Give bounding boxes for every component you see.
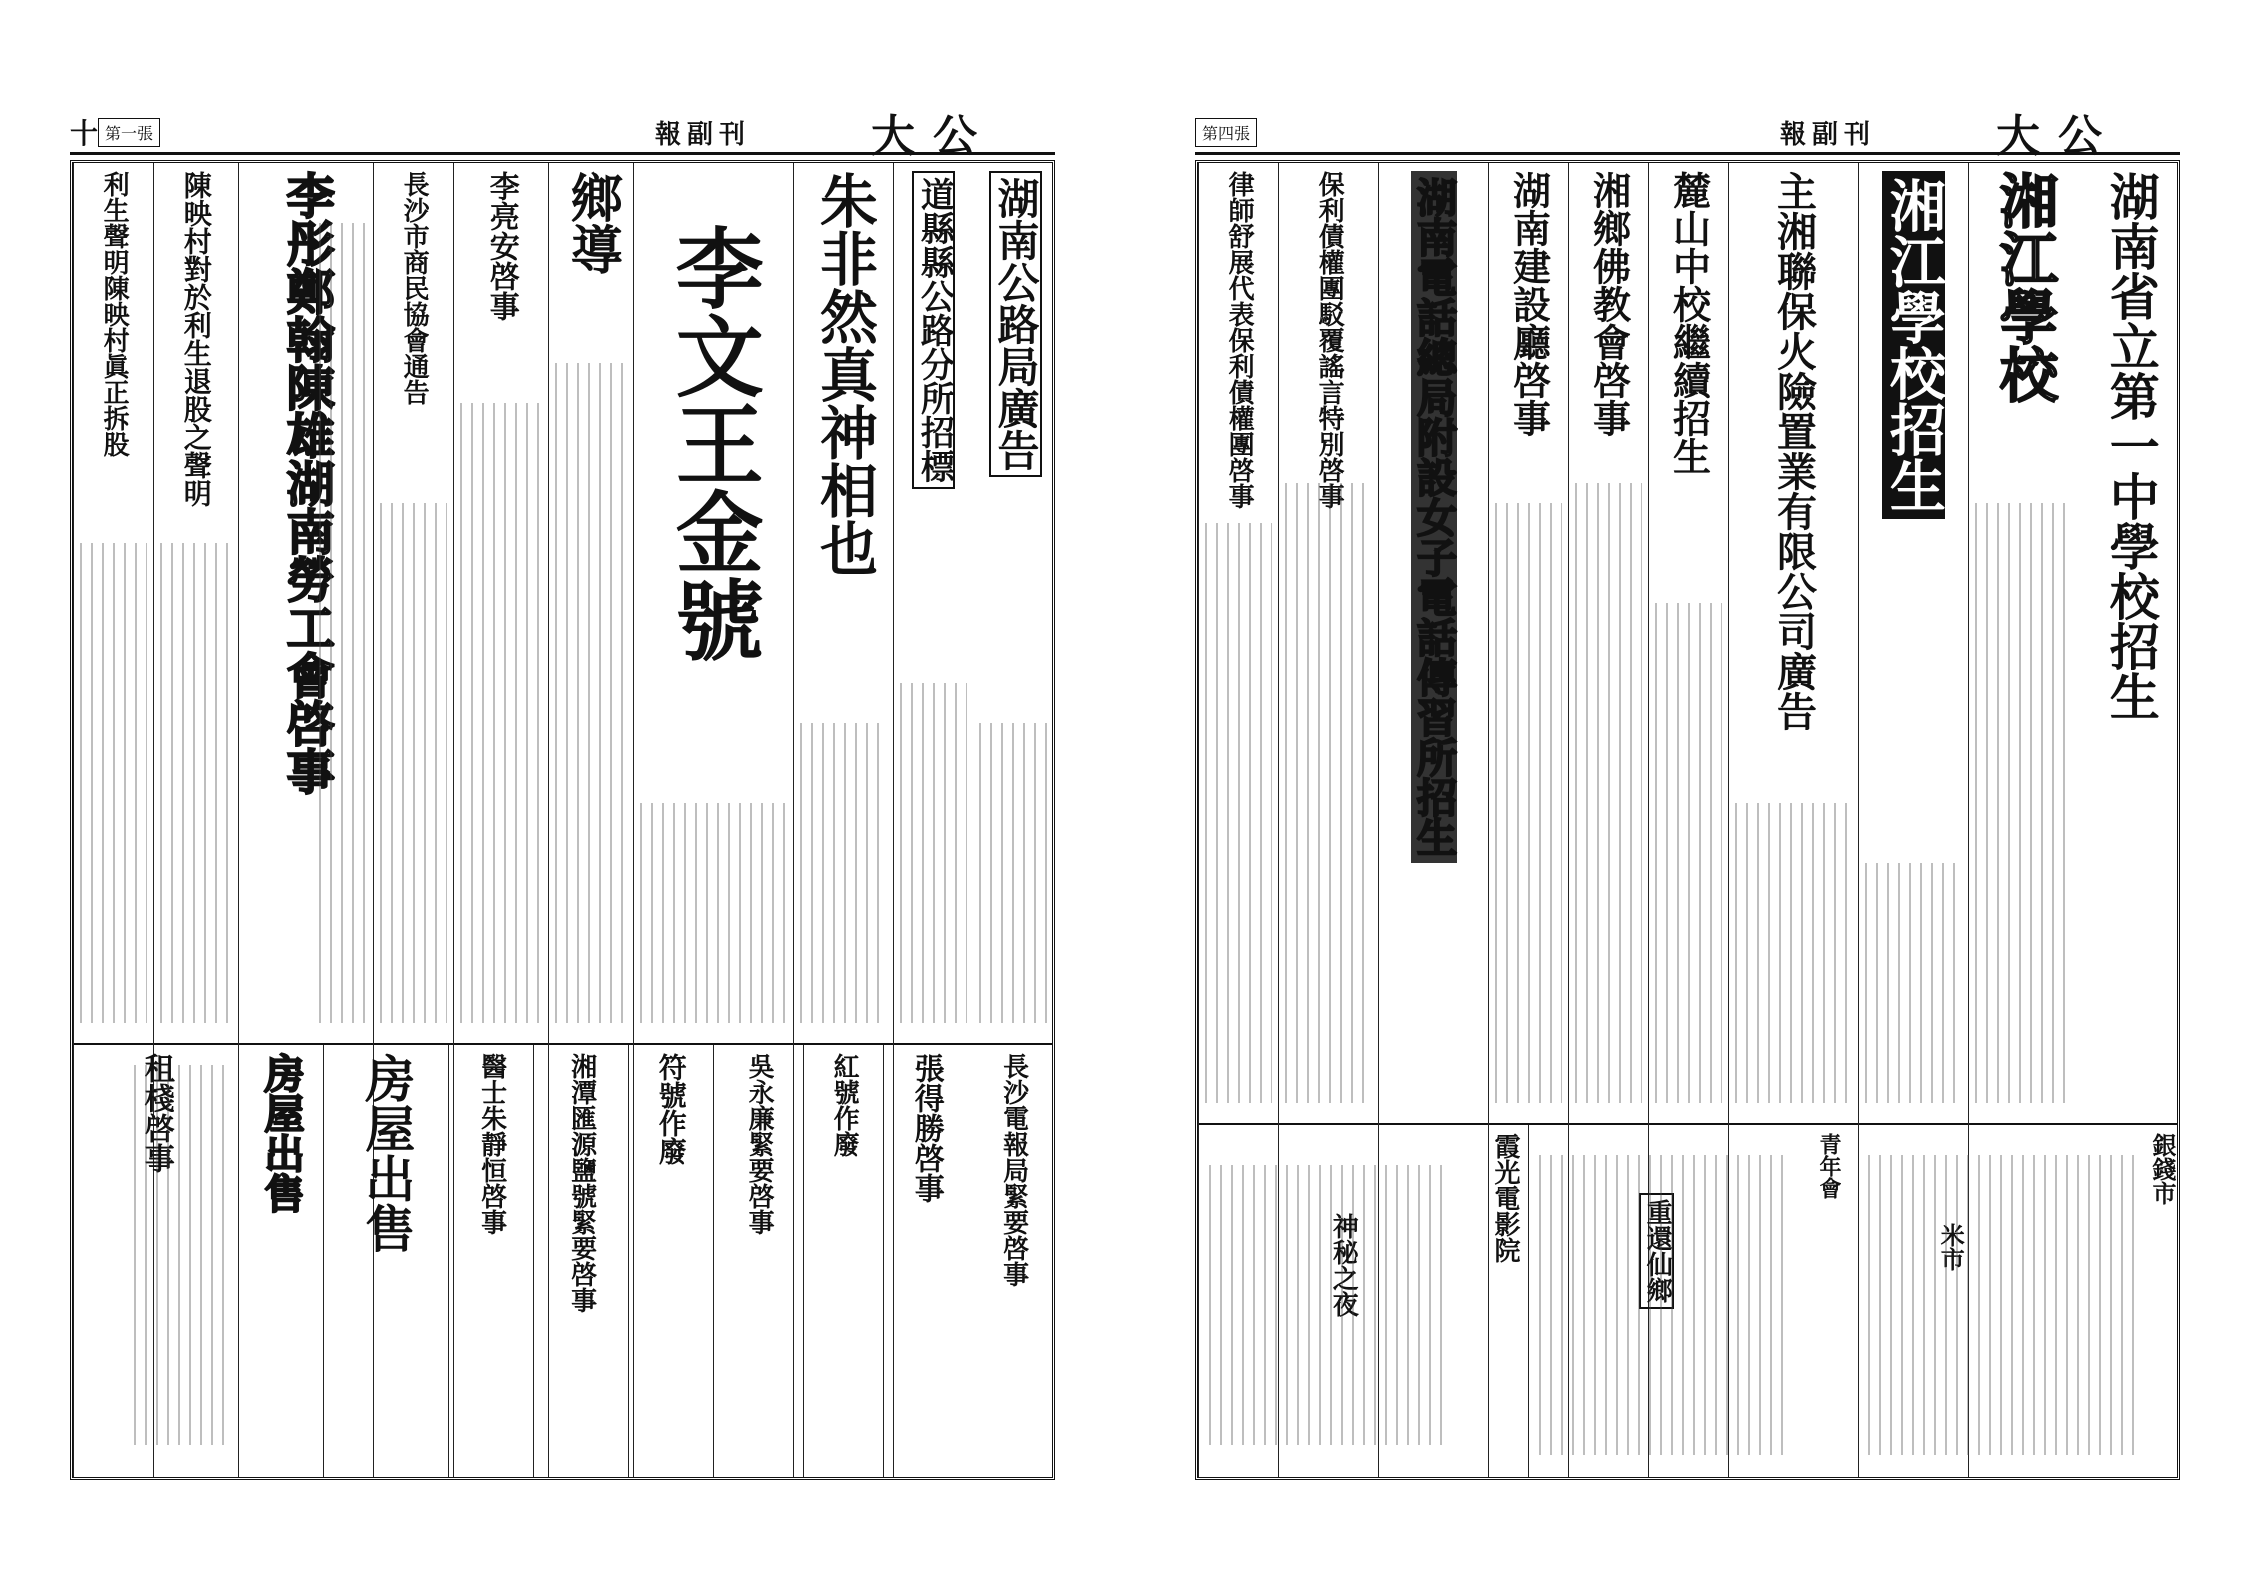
ad-title: 長沙市商民協會通告 (399, 171, 430, 405)
left-page-body (70, 160, 1055, 1480)
ad-title: 道縣縣公路分所招標 (912, 171, 956, 489)
cinema-listing (1198, 1125, 1528, 1477)
small-ad (323, 1045, 448, 1477)
left-page-header (70, 111, 1055, 162)
issue-number: 第一張 (98, 118, 160, 147)
cinema-title: 霞光電影院 (1490, 1133, 1520, 1263)
ad-title: 陳映村對於利生退股之聲明 (179, 171, 213, 507)
masthead-title: 大公 (1996, 111, 2120, 162)
small-ad (713, 1045, 803, 1477)
small-ad (73, 1045, 238, 1477)
market-prices (1848, 1125, 2183, 1477)
theatre-listing (1528, 1125, 1848, 1477)
ad-title: 湖南建設廳啓事 (1506, 171, 1552, 437)
ad-title: 湘潭匯源鹽號緊要啓事 (566, 1053, 597, 1313)
small-ad (533, 1045, 628, 1477)
ad-title: 湖南電話總局附設女子電話傳習所招生 (1411, 171, 1457, 863)
ad-title: 保利債權團駁覆謠言特別啓事 (1314, 171, 1345, 509)
ad-title: 湖南公路局廣告 (989, 171, 1041, 477)
rice-market-title: 米市 (1936, 1223, 1966, 1271)
ad-title: 律師舒展代表保利債權團啓事 (1224, 171, 1255, 509)
ad-title: 湘江學校招生 (1882, 171, 1945, 519)
ad-title: 吳永廉緊要啓事 (744, 1053, 775, 1235)
ad-title: 房屋出售 (258, 1053, 305, 1213)
theatre-title: 青年會 (1816, 1133, 1842, 1199)
ad-title: 李亮安啓事 (483, 171, 519, 321)
right-page-body (1195, 160, 2180, 1480)
right-page-header (1195, 111, 2180, 162)
ad-title: 湖南省立第一中學校招生 (2101, 171, 2161, 721)
ad-title: 房屋出售 (357, 1053, 417, 1253)
ad-title: 租棧啓事 (138, 1053, 174, 1173)
masthead-title: 大公 (871, 111, 995, 162)
ad-title: 利生聲明陳映村眞正拆股 (99, 171, 130, 457)
film-title: 重還仙鄉 (1639, 1193, 1674, 1309)
issue-number: 第四張 (1195, 118, 1257, 147)
supplement-title: 報副刊 (654, 119, 751, 150)
right-page (1125, 0, 2250, 1589)
ad-title: 湘鄉佛教會啓事 (1586, 171, 1632, 437)
ad-title: 符號作廢 (654, 1053, 688, 1165)
ad-title: 主湘聯保火險置業有限公司廣告 (1770, 171, 1818, 731)
ad-title: 朱非然真神相也 (809, 171, 878, 577)
page-mark: 十 (70, 117, 99, 150)
supplement-title: 報副刊 (1779, 119, 1876, 150)
ad-title: 紅號作廢 (829, 1053, 860, 1157)
small-ad (448, 1045, 533, 1477)
ad-title: 湘江學校 (1989, 171, 2058, 403)
ad-title: 長沙電報局緊要啓事 (998, 1053, 1029, 1287)
ad-title: 醫士朱靜恒啓事 (476, 1053, 507, 1235)
small-ad (628, 1045, 713, 1477)
money-market-title: 銀錢市 (2148, 1133, 2177, 1205)
ad-title: 張得勝啓事 (908, 1053, 944, 1203)
film-title: 神秘之夜 (1328, 1213, 1359, 1317)
small-ad (238, 1045, 323, 1477)
ad-title: 李彤鄭翰陳雄湖南勞工會啓事 (278, 171, 335, 795)
ad-title: 李文王金號 (661, 223, 766, 663)
small-ad (803, 1045, 883, 1477)
ad-title: 麓山中校繼續招生 (1666, 171, 1712, 475)
small-ad (968, 1045, 1058, 1477)
small-ad (883, 1045, 968, 1477)
ad-title: 鄉導 (561, 171, 623, 275)
